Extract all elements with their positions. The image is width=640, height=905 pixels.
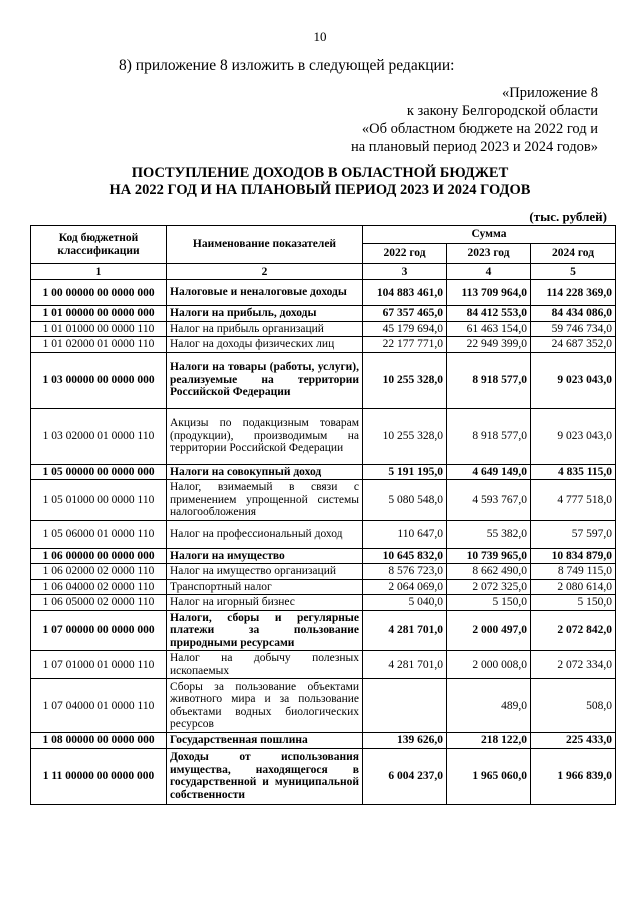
cell-2022: 45 179 694,0 [363, 321, 447, 337]
header-name: Наименование показателей [167, 226, 363, 264]
cell-code: 1 01 00000 00 0000 000 [31, 306, 167, 322]
cell-code: 1 07 04000 01 0000 110 [31, 679, 167, 733]
document-title [0, 165, 640, 199]
table-row [31, 679, 616, 733]
table-body [31, 280, 616, 805]
cell-code: 1 07 01000 01 0000 110 [31, 651, 167, 679]
header-year-2023: 2023 год [447, 244, 531, 264]
cell-2022: 5 080 548,0 [363, 480, 447, 521]
appendix-line: к закону Белгородской области [406, 103, 598, 119]
cell-code: 1 05 01000 00 0000 110 [31, 480, 167, 521]
cell-name: Налоги на совокупный доход [167, 464, 363, 480]
cell-name: Налог на профессиональный доход [167, 520, 363, 548]
cell-name: Сборы за пользование объектами животного мира и за пользование объектами водных биологических ресурсов [167, 679, 363, 733]
cell-2023: 4 593 767,0 [447, 480, 531, 521]
cell-2022: 4 281 701,0 [363, 651, 447, 679]
cell-name: Налог, взимаемый в связи с применением упрощенной системы налогообложения [167, 480, 363, 521]
cell-2023: 55 382,0 [447, 520, 531, 548]
cell-2024: 24 687 352,0 [531, 337, 616, 353]
column-index: 3 [363, 264, 447, 280]
cell-2024: 57 597,0 [531, 520, 616, 548]
cell-2024: 9 023 043,0 [531, 408, 616, 464]
cell-2023: 2 000 008,0 [447, 651, 531, 679]
cell-2023: 218 122,0 [447, 733, 531, 749]
cell-name: Налог на игорный бизнес [167, 595, 363, 611]
table-row [31, 280, 616, 306]
appendix-reference [351, 84, 598, 156]
cell-2022: 10 255 328,0 [363, 352, 447, 408]
cell-2023: 8 918 577,0 [447, 408, 531, 464]
cell-code: 1 06 00000 00 0000 000 [31, 548, 167, 564]
cell-2024: 9 023 043,0 [531, 352, 616, 408]
cell-2023: 4 649 149,0 [447, 464, 531, 480]
header-year-2022: 2022 год [363, 244, 447, 264]
revenue-table [30, 225, 616, 805]
cell-2024: 59 746 734,0 [531, 321, 616, 337]
cell-code: 1 07 00000 00 0000 000 [31, 610, 167, 651]
cell-2023: 22 949 399,0 [447, 337, 531, 353]
cell-name: Акцизы по подакцизным товарам (продукции), производимым на территории Российской Федерации [167, 408, 363, 464]
cell-2023: 5 150,0 [447, 595, 531, 611]
cell-2022: 6 004 237,0 [363, 748, 447, 804]
column-index: 2 [167, 264, 363, 280]
cell-2024: 1 966 839,0 [531, 748, 616, 804]
cell-2023: 8 918 577,0 [447, 352, 531, 408]
cell-2023: 489,0 [447, 679, 531, 733]
table-row [31, 408, 616, 464]
cell-name: Налоги на прибыль, доходы [167, 306, 363, 322]
cell-name: Налоги на имущество [167, 548, 363, 564]
cell-2024: 2 072 842,0 [531, 610, 616, 651]
cell-2023: 8 662 490,0 [447, 564, 531, 580]
table-row [31, 321, 616, 337]
column-index: 4 [447, 264, 531, 280]
cell-2024: 2 080 614,0 [531, 579, 616, 595]
cell-2022: 10 255 328,0 [363, 408, 447, 464]
header-code: Код бюджетной классификации [31, 226, 167, 264]
cell-2024: 4 777 518,0 [531, 480, 616, 521]
cell-name: Налоги на товары (работы, услуги), реализуемые на территории Российской Федерации [167, 352, 363, 408]
cell-code: 1 03 00000 00 0000 000 [31, 352, 167, 408]
cell-2024: 114 228 369,0 [531, 280, 616, 306]
cell-2024: 2 072 334,0 [531, 651, 616, 679]
table-row [31, 579, 616, 595]
title-line: ПОСТУПЛЕНИЕ ДОХОДОВ В ОБЛАСТНОЙ БЮДЖЕТ [131, 165, 509, 181]
table-row [31, 352, 616, 408]
cell-2023: 2 000 497,0 [447, 610, 531, 651]
cell-name: Налог на добычу полезных ископаемых [167, 651, 363, 679]
cell-code: 1 11 00000 00 0000 000 [31, 748, 167, 804]
cell-2023: 1 965 060,0 [447, 748, 531, 804]
cell-code: 1 06 05000 02 0000 110 [31, 595, 167, 611]
table-row [31, 464, 616, 480]
cell-name: Налоги, сборы и регулярные платежи за пользование природными ресурсами [167, 610, 363, 651]
table-row [31, 595, 616, 611]
cell-2022 [363, 679, 447, 733]
table-row [31, 564, 616, 580]
units-label: (тыс. рублей) [529, 209, 607, 224]
table-row [31, 651, 616, 679]
appendix-line: на плановый период 2023 и 2024 годов» [350, 139, 598, 155]
cell-name: Государственная пошлина [167, 733, 363, 749]
column-index: 1 [31, 264, 167, 280]
cell-2022: 4 281 701,0 [363, 610, 447, 651]
header-year-2024: 2024 год [531, 244, 616, 264]
table-row [31, 480, 616, 521]
cell-2022: 8 576 723,0 [363, 564, 447, 580]
cell-name: Налог на прибыль организаций [167, 321, 363, 337]
appendix-line: «Об областном бюджете на 2022 год и [361, 121, 598, 137]
cell-code: 1 06 04000 02 0000 110 [31, 579, 167, 595]
cell-2022: 2 064 069,0 [363, 579, 447, 595]
cell-code: 1 03 02000 01 0000 110 [31, 408, 167, 464]
cell-2022: 139 626,0 [363, 733, 447, 749]
table-row [31, 548, 616, 564]
table-row [31, 610, 616, 651]
cell-2023: 61 463 154,0 [447, 321, 531, 337]
cell-2024: 225 433,0 [531, 733, 616, 749]
table-row [31, 748, 616, 804]
cell-name: Налог на доходы физических лиц [167, 337, 363, 353]
table-row [31, 337, 616, 353]
cell-code: 1 00 00000 00 0000 000 [31, 280, 167, 306]
cell-2024: 4 835 115,0 [531, 464, 616, 480]
cell-2024: 10 834 879,0 [531, 548, 616, 564]
cell-name: Транспортный налог [167, 579, 363, 595]
cell-code: 1 05 06000 01 0000 110 [31, 520, 167, 548]
table-row [31, 520, 616, 548]
title-line: НА 2022 ГОД И НА ПЛАНОВЫЙ ПЕРИОД 2023 И 2024 ГОДОВ [109, 182, 531, 198]
page-number: 10 [313, 29, 327, 44]
cell-code: 1 08 00000 00 0000 000 [31, 733, 167, 749]
cell-2022: 110 647,0 [363, 520, 447, 548]
cell-2022: 22 177 771,0 [363, 337, 447, 353]
cell-2023: 84 412 553,0 [447, 306, 531, 322]
column-index: 5 [531, 264, 616, 280]
appendix-line: «Приложение 8 [502, 85, 598, 101]
cell-name: Налоговые и неналоговые доходы [167, 280, 363, 306]
cell-2023: 113 709 964,0 [447, 280, 531, 306]
cell-code: 1 01 01000 00 0000 110 [31, 321, 167, 337]
cell-name: Налог на имущество организаций [167, 564, 363, 580]
cell-code: 1 06 02000 02 0000 110 [31, 564, 167, 580]
table-row [31, 306, 616, 322]
cell-2023: 10 739 965,0 [447, 548, 531, 564]
cell-code: 1 05 00000 00 0000 000 [31, 464, 167, 480]
cell-code: 1 01 02000 01 0000 110 [31, 337, 167, 353]
cell-2022: 10 645 832,0 [363, 548, 447, 564]
cell-2022: 5 191 195,0 [363, 464, 447, 480]
cell-2024: 84 434 086,0 [531, 306, 616, 322]
cell-2022: 5 040,0 [363, 595, 447, 611]
table-row [31, 733, 616, 749]
cell-2024: 5 150,0 [531, 595, 616, 611]
cell-2022: 67 357 465,0 [363, 306, 447, 322]
cell-2022: 104 883 461,0 [363, 280, 447, 306]
cell-2024: 508,0 [531, 679, 616, 733]
cell-2023: 2 072 325,0 [447, 579, 531, 595]
intro-text: 8) приложение 8 изложить в следующей редакции: [119, 57, 455, 74]
cell-2024: 8 749 115,0 [531, 564, 616, 580]
header-sum: Сумма [363, 226, 616, 244]
cell-name: Доходы от использования имущества, находящегося в государственной и муниципальной собственности [167, 748, 363, 804]
